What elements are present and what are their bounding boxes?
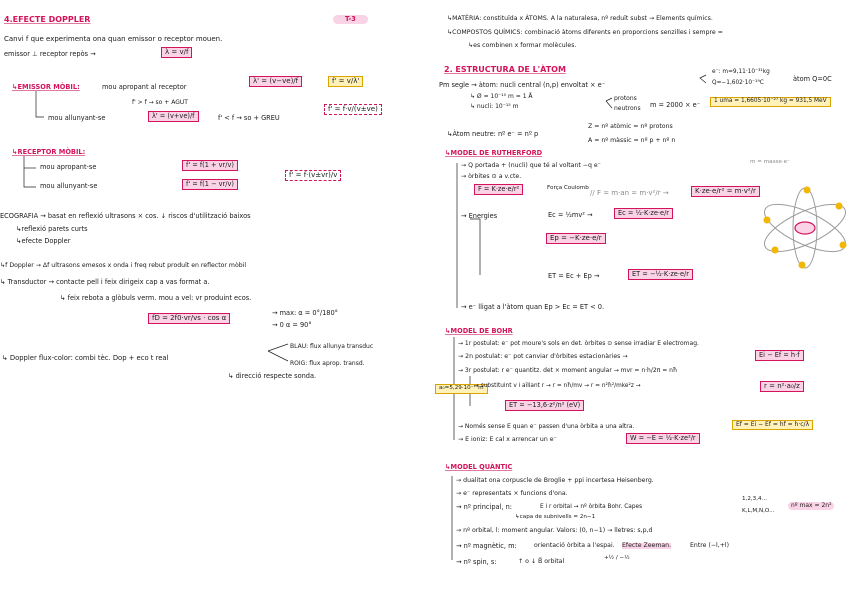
formula-receptor-general: f' = f·(v±vr)/v — [285, 170, 341, 181]
bohr-substitution: → substituint v i aïllant r → r = nħ/mv → r = n²ħ²/mke²z → — [474, 383, 641, 389]
rutherford-orbits: → òrbites ⊙ a v.cte. — [461, 173, 522, 180]
uma-box: 1 uma = 1,6605·10⁻²⁷ kg = 931,5 MeV — [710, 97, 831, 107]
electron-mass: e⁻: m=9,11·10⁻³¹kg — [712, 69, 770, 75]
section-title-estructura: 2. ESTRUCTURA DE L'ÀTOM — [444, 65, 566, 74]
doppler-flux-color: ↳ Doppler flux-color: combi tèc. Dop + eco t real — [2, 354, 169, 362]
atom-diameter: ↳ Ø = 10⁻¹⁰ m = 1 Å — [470, 93, 533, 100]
section-title-rutherford: ↳MODEL DE RUTHERFORD — [445, 149, 543, 157]
formula-bohr-radius: r = n²·a₀/z — [760, 381, 804, 392]
bohr-radius-box: a₀=5,29·10⁻¹¹m — [435, 384, 488, 394]
f-doppler-def: ↳f Doppler → Δf ultrasons emesos x onda i freq rebut produït en reflector mòbil — [0, 262, 247, 269]
formula-receptor-apropant: f' = f(1 + vr/v) — [182, 160, 238, 171]
formula-f-prime: f' = v/λ' — [328, 76, 363, 87]
emissor-apropant: mou apropant al receptor — [102, 83, 187, 91]
atom-neutre: ↳Àtom neutre: nº e⁻ = nº p — [447, 130, 539, 138]
materia-line: ↳MATÈRIA: constituïda x ÀTOMS. A la naturalesa, nº reduït subst → Elements químics. — [447, 15, 713, 22]
emissor-allunyant: mou allunyant-se — [48, 114, 106, 122]
quantum-s-label: → nº spin, s: — [456, 558, 497, 566]
ionization-energy: → E ioniz: E cal x arrencar un e⁻ — [458, 436, 557, 443]
atom-nucli: Pm segle → àtom: nucli central (n,p) envoltat × e⁻ — [439, 81, 606, 89]
feix-line: ↳ feix rebota a glòbuls verm. mou a vel: vr produint ecos. — [60, 294, 252, 302]
formula-coulomb: F = K·ze·e/r² — [474, 184, 523, 195]
energies-label: → Energies — [461, 212, 498, 220]
molecules-line: ↳es combinen x formar molècules. — [468, 42, 577, 49]
formula-equilibri: K·ze·e/r² = m·v²/r — [691, 186, 760, 197]
fd-max: → max: α = 0°/180° — [272, 309, 338, 317]
emissor-note-greu: f' < f → so + GREU — [218, 114, 280, 122]
coulomb-label: Força Coulomb — [547, 185, 589, 191]
electron-mass-note: m = masse·e⁻ — [750, 159, 791, 165]
atom-diagram — [758, 187, 848, 269]
rutherford-charge: → Q portada + (nucli) que té al voltant −q e⁻ — [461, 162, 601, 169]
quantum-m-desc: orientació òrbita a l'espai. — [534, 542, 615, 549]
compostos-line: ↳COMPOSTOS QUÍMICS: combinació àtoms diferents en proporcions senzilles i sempre = — [447, 29, 723, 36]
quantic-wavefunctions: → e⁻ representats × funcions d'ona. — [456, 490, 568, 497]
shell-numbers: 1,2,3,4... — [742, 496, 767, 502]
formula-photon-energy: Ef = Ei − Ef = hf = h·c/λ — [732, 420, 813, 430]
quantum-n-label: → nº principal, n: — [456, 503, 513, 511]
doppler-emitter-rest: emissor ⊥ receptor repòs → — [4, 50, 96, 58]
flux-blau: BLAU: flux allunya transduc — [290, 343, 374, 350]
bohr-emission-note: → Només sense E quan e⁻ passen d'una òrbita a una altra. — [458, 423, 635, 430]
formula-fd: fD = 2f0·vr/vs · cos α — [148, 313, 230, 324]
nucleus-neutrons: neutrons — [614, 105, 641, 112]
section-title-quantic: ↳MODEL QUÀNTIC — [445, 463, 513, 471]
formula-ep: Ep = −K·ze·e/r — [546, 233, 606, 244]
atom-neutral-charge: àtom Q=0C — [793, 75, 832, 83]
doppler-intro: Canvi f que experimenta ona quan emissor o receptor mouen. — [4, 35, 223, 43]
rutherford-bound: → e⁻ lligat a l'àtom quan Ep > Ec = ET < 0. — [461, 303, 605, 311]
bohr-postulate-3: → 3r postulat: r e⁻ quantitz. det × moment angular → mvr = n·h/2π = nħ — [458, 367, 678, 374]
quantum-s-desc: ↑ o ↓ B⃗ orbital — [518, 558, 565, 565]
newton-law: // F = m·an = m·v²/r → — [590, 189, 669, 197]
kinetic-energy: Ec = ½mv² → — [548, 211, 593, 219]
nucleus-mass: m = 2000 × e⁻ — [650, 101, 701, 109]
section-title-doppler: 4.EFECTE DOPPLER — [4, 15, 91, 24]
flux-roig: ROIG: flux aprop. transd. — [290, 360, 365, 367]
fd-zero: → 0 α = 90° — [272, 321, 312, 329]
section-title-bohr: ↳MODEL DE BOHR — [445, 327, 513, 335]
nucleus-size: ↳ nucli: 10⁻¹⁵ m — [470, 103, 519, 110]
shell-letters: K,L,M,N,O... — [742, 508, 775, 514]
emissor-note-agut: f' > f → so + AGUT — [132, 99, 188, 106]
quantum-m-range: Entre (−l,+l) — [690, 542, 730, 549]
formula-emissor-general: f' = f·v/(v±ve) — [324, 104, 382, 115]
max-electrons: nº max = 2n² — [788, 502, 834, 510]
formula-receptor-allunyant: f' = f(1 − vr/v) — [182, 179, 238, 190]
ecografia-reflexio: ↳reflexió parets curts — [16, 225, 88, 233]
receptor-mobil-label: ↳RECEPTOR MÒBIL: — [12, 148, 86, 156]
receptor-allunyant: mou allunyant-se — [40, 182, 98, 190]
formula-bohr-transition: Ei − Ef = h·f — [755, 350, 804, 361]
ecografia-line: ECOGRAFIA → basat en reflexió ultrasons × cos. ↓ riscos d'utilització baixos — [0, 212, 251, 220]
formula-emissor-apropant: λ' = (v−ve)/f — [249, 76, 302, 87]
transductor-line: ↳ Transductor → contacte pell i feix dirigeix cap a vas format a. — [0, 278, 210, 286]
atomic-number: Z = nº atòmic = nº protons — [588, 123, 673, 130]
quantic-duality: → dualitat ona corpuscle de Broglie + ppi incertesa Heisenberg. — [456, 477, 654, 484]
flux-direccio: ↳ direcció respecte sonda. — [228, 372, 317, 380]
mass-number: A = nº màssic = nº p + nº n — [588, 137, 676, 144]
bohr-postulate-1: → 1r postulat: e⁻ pot moure's sols en det. òrbites ⊙ sense irradiar E electromag. — [458, 340, 699, 347]
spin-values: +½ / −½ — [604, 555, 630, 561]
formula-bohr-energy: ET = −13,6·z²/n² (eV) — [505, 400, 584, 411]
emissor-mobil-label: ↳EMISSOR MÒBIL: — [12, 83, 80, 91]
subshell-count: ↳capa de subnivells = 2n−1 — [515, 514, 596, 520]
formula-ionization: W = −E = ½·K·ze²/r — [626, 433, 700, 444]
ecografia-doppler: ↳efecte Doppler — [16, 237, 71, 245]
zeeman-effect: Efecte Zeeman. — [622, 542, 672, 549]
formula-emissor-allunyant: λ' = (v+ve)/f — [148, 111, 199, 122]
bohr-postulate-2: → 2n postulat: e⁻ pot canviar d'òrbites estacionàries → — [458, 353, 628, 360]
quantum-n-desc: E i r orbital → nº òrbita Bohr. Capes — [540, 504, 643, 510]
total-energy: ET = Ec + Ep → — [548, 272, 600, 280]
electron-charge: Q=−1,602·10⁻¹⁹C — [712, 80, 764, 86]
quantum-l: → nº orbital, l: moment angular. Valors: (0, n−1) → lletres: s,p,d — [456, 527, 653, 534]
quantum-m-label: → nº magnètic, m: — [456, 542, 517, 550]
formula-et: ET = −½·K·ze·e/r — [628, 269, 693, 280]
topic-tag: T-3 — [333, 15, 368, 24]
formula-lambda: λ = v/f — [161, 47, 192, 58]
formula-ec: Ec = ½·K·ze·e/r — [614, 208, 673, 219]
nucleus-protons: protons — [614, 95, 637, 102]
receptor-apropant: mou apropant-se — [40, 163, 97, 171]
